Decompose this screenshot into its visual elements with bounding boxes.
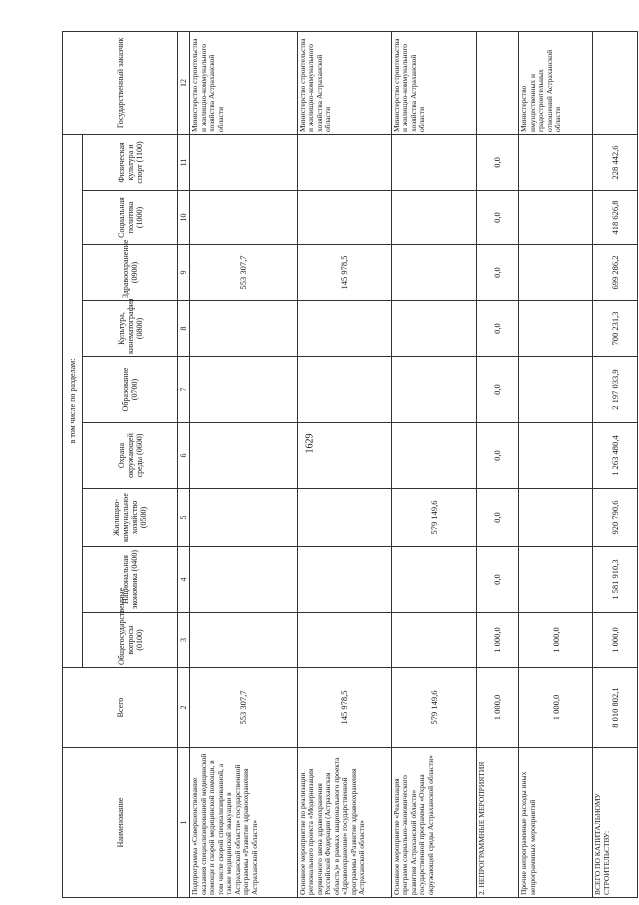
row-value xyxy=(391,357,476,423)
row-value: 553 307,7 xyxy=(190,245,298,301)
column-number-row xyxy=(178,31,190,897)
row-value xyxy=(297,489,391,547)
row-total: 1 000,0 xyxy=(476,668,519,748)
row-name: Основное мероприятие по реализации регионального проекта «Модернизация первичного звена здравоохранения Российской Федерации (Астраханская область)» в рамках национального проекта «Здравоохранение» государственной программы «Развитие здравоохранения Астраханской области» xyxy=(297,748,391,898)
header-section: Образование (0700) xyxy=(83,357,178,423)
row-value xyxy=(190,423,298,489)
row-value xyxy=(519,191,593,245)
row-value: 1 000,0 xyxy=(593,613,638,668)
table-row xyxy=(391,31,476,897)
row-value xyxy=(190,301,298,357)
table-row xyxy=(297,31,391,897)
capital-construction-table xyxy=(62,31,638,898)
header-total: Всего xyxy=(63,668,178,748)
column-number: 12 xyxy=(178,31,190,134)
row-value: 1 000,0 xyxy=(519,613,593,668)
row-value xyxy=(297,191,391,245)
row-value: 1 263 480,4 xyxy=(593,423,638,489)
page-number: 1629 xyxy=(304,433,316,454)
row-customer: Министерство строительства и жилищно-коммунального хозяйства Астраханской области xyxy=(391,31,476,134)
row-value: 0,0 xyxy=(476,245,519,301)
column-number: 7 xyxy=(178,357,190,423)
row-value xyxy=(190,547,298,613)
table-row xyxy=(593,31,638,897)
row-value: 228 442,6 xyxy=(593,134,638,190)
row-value: 699 286,2 xyxy=(593,245,638,301)
row-total: 579 149,6 xyxy=(391,668,476,748)
row-value xyxy=(519,423,593,489)
row-customer: Министерство строительства и жилищно-коммунального хозяйства Астраханской области xyxy=(297,31,391,134)
row-name: Прочие непрограммные расходы иных непрограммных мероприятий xyxy=(519,748,593,898)
row-value xyxy=(519,547,593,613)
row-value: 0,0 xyxy=(476,191,519,245)
row-value xyxy=(190,489,298,547)
row-value: 1 581 910,3 xyxy=(593,547,638,613)
row-customer xyxy=(593,31,638,134)
row-value: 0,0 xyxy=(476,134,519,190)
row-value: 0,0 xyxy=(476,489,519,547)
row-value xyxy=(391,134,476,190)
row-value xyxy=(519,357,593,423)
header-section: Культура, кинематография (0800) xyxy=(83,301,178,357)
row-name: Подпрограмма «Совершенствование оказания специализированной медицинской помощи и скорой медицинской помощи, в том числе скорой специализированной, а также медицинской эвакуации в Астраханской области» государственной программы «Развитие здравоохранения Астраханской области» xyxy=(190,748,298,898)
row-value xyxy=(297,357,391,423)
table-row xyxy=(190,31,298,897)
header-customer: Государственный заказчик xyxy=(63,31,178,134)
row-value: 0,0 xyxy=(476,301,519,357)
row-value xyxy=(391,245,476,301)
header-sections-group: в том числе по разделам: xyxy=(63,134,83,667)
row-value xyxy=(391,423,476,489)
row-value xyxy=(519,245,593,301)
row-name: Основное мероприятие «Реализация программ социально-экономического развития Астраханской области» государственной программы «Охрана окружающей среды Астраханской области» xyxy=(391,748,476,898)
table-row xyxy=(519,31,593,897)
row-value xyxy=(391,301,476,357)
header-section: Жилищно-коммунальное хозяйство (0500) xyxy=(83,489,178,547)
row-value xyxy=(297,423,391,489)
row-value xyxy=(297,301,391,357)
column-number: 9 xyxy=(178,245,190,301)
row-value xyxy=(519,489,593,547)
row-value xyxy=(391,547,476,613)
row-value: 2 197 033,9 xyxy=(593,357,638,423)
column-number: 4 xyxy=(178,547,190,613)
row-value xyxy=(391,191,476,245)
row-total: 553 307,7 xyxy=(190,668,298,748)
row-value xyxy=(519,134,593,190)
row-value: 579 149,6 xyxy=(391,489,476,547)
row-customer: Министерство имущественных и градостроительных отношений Астраханской области xyxy=(519,31,593,134)
row-value xyxy=(297,547,391,613)
header-name: Наименование xyxy=(63,748,178,898)
column-number: 3 xyxy=(178,613,190,668)
column-number: 11 xyxy=(178,134,190,190)
row-value xyxy=(190,357,298,423)
row-value: 0,0 xyxy=(476,547,519,613)
column-number: 2 xyxy=(178,668,190,748)
column-number: 10 xyxy=(178,191,190,245)
column-number: 1 xyxy=(178,748,190,898)
row-value: 920 790,6 xyxy=(593,489,638,547)
row-value: 418 626,8 xyxy=(593,191,638,245)
row-name: ВСЕГО ПО КАПИТАЛЬНОМУ СТРОИТЕЛЬСТВУ: xyxy=(593,748,638,898)
header-section: Физическая культура и спорт (1100) xyxy=(83,134,178,190)
row-value: 1 000,0 xyxy=(476,613,519,668)
header-section: Социальная политика (1000) xyxy=(83,191,178,245)
column-number: 6 xyxy=(178,423,190,489)
header-section: Здравоохранение (0900) xyxy=(83,245,178,301)
header-section: Общегосударственные вопросы (0100) xyxy=(83,613,178,668)
column-number: 5 xyxy=(178,489,190,547)
row-value xyxy=(297,134,391,190)
header-section: Охрана окружающей среды (0600) xyxy=(83,423,178,489)
table-row xyxy=(476,31,519,897)
row-value: 0,0 xyxy=(476,423,519,489)
column-number: 8 xyxy=(178,301,190,357)
row-value xyxy=(519,301,593,357)
row-name: 2. НЕПРОГРАММНЫЕ МЕРОПРИЯТИЯ xyxy=(476,748,519,898)
row-total: 8 010 802,1 xyxy=(593,668,638,748)
row-value xyxy=(190,134,298,190)
row-value: 0,0 xyxy=(476,357,519,423)
row-value xyxy=(391,613,476,668)
rotated-table-wrapper xyxy=(62,32,638,898)
row-total: 1 000,0 xyxy=(519,668,593,748)
header-section: Национальная экономика (0400) xyxy=(83,547,178,613)
row-value xyxy=(190,191,298,245)
row-value xyxy=(297,613,391,668)
row-customer: Министерство строительства и жилищно-коммунального хозяйства Астраханской области xyxy=(190,31,298,134)
row-customer xyxy=(476,31,519,134)
row-value xyxy=(190,613,298,668)
row-value: 700 231,3 xyxy=(593,301,638,357)
row-total: 145 978,5 xyxy=(297,668,391,748)
row-value: 145 978,5 xyxy=(297,245,391,301)
